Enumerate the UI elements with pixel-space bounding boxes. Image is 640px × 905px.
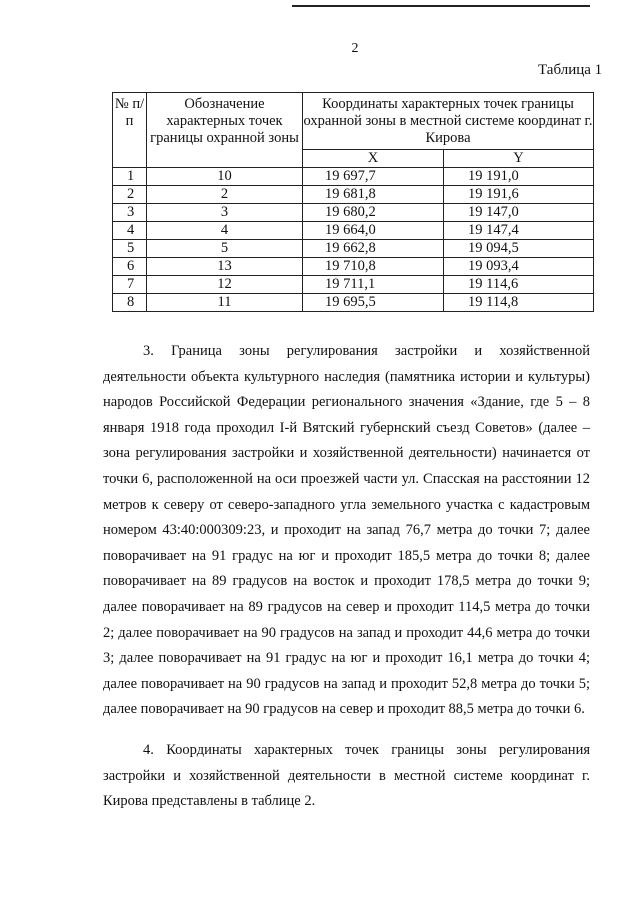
row-y: 19 114,6 [444,276,594,294]
row-num: 7 [113,276,147,294]
header-x: X [303,150,444,168]
row-point: 4 [147,222,303,240]
paragraph-4 [103,738,590,815]
row-num: 4 [113,222,147,240]
row-point: 2 [147,186,303,204]
coordinates-table [112,92,594,312]
table-row [113,186,594,204]
table-row [113,222,594,240]
row-y: 19 191,0 [444,168,594,186]
paragraph-3-text: 3. Граница зоны регулирования застройки и хозяйственной деятельности объекта культурного наследия (памятника истории и культуры) народов Российской Федерации регионального значения «Здание, где 5 – 8 января 1918 года проходил I-й Вятский губернский съезд Советов» (далее – зона регулирования застройки и хозяйственной деятельности) начинается от точки 6, расположенной на оси проезжей части ул. Спасская на расстоянии 12 метров к северу от северо-западного угла земельного участка с кадастровым номером 43:40:000309:23, и проходит на запад 76,7 метра до точки 7; далее поворачивает на 91 градус на юг и проходит 185,5 метра до точки 8; далее поворачивает на 89 градусов на восток и проходит 178,5 метра до точки 9; далее поворачивает на 89 градусов на север и проходит 114,5 метра до точки 2; далее поворачивает на 90 градусов на запад и проходит 44,6 метра до точки 3; далее поворачивает на 91 градус на юг и проходит 16,1 метра до точки 4; далее поворачивает на 90 градусов на запад и проходит 52,8 метра до точки 5; далее поворачивает на 90 градусов на север и проходит 88,5 метра до точки 6. [103,343,590,718]
row-x: 19 697,7 [303,168,444,186]
row-x: 19 711,1 [303,276,444,294]
row-y: 19 147,0 [444,204,594,222]
page-number: 2 [351,41,359,56]
row-num: 5 [113,240,147,258]
row-num: 3 [113,204,147,222]
row-x: 19 664,0 [303,222,444,240]
header-coordinates: Координаты характерных точек границы охранной зоны в местной системе координат г. Кирова [303,93,594,150]
table-body [113,168,594,312]
row-num: 2 [113,186,147,204]
table-row [113,258,594,276]
row-x: 19 662,8 [303,240,444,258]
row-point: 5 [147,240,303,258]
row-point: 12 [147,276,303,294]
row-point: 10 [147,168,303,186]
table-title: Таблица 1 [538,62,603,78]
row-y: 19 094,5 [444,240,594,258]
row-x: 19 680,2 [303,204,444,222]
row-y: 19 093,4 [444,258,594,276]
paragraph-3 [103,339,590,723]
row-x: 19 710,8 [303,258,444,276]
row-x: 19 681,8 [303,186,444,204]
row-x: 19 695,5 [303,294,444,312]
row-y: 19 191,6 [444,186,594,204]
table-row [113,240,594,258]
header-y: Y [444,150,594,168]
row-num: 6 [113,258,147,276]
paragraph-4-text: 4. Координаты характерных точек границы зоны регулирования застройки и хозяйственной деятельности в местной системе координат г. Кирова представлены в таблице 2. [103,742,590,810]
row-point: 11 [147,294,303,312]
table-row [113,276,594,294]
table-row [113,168,594,186]
row-num: 1 [113,168,147,186]
header-rule [292,5,590,7]
header-num: № п/п [113,93,147,168]
row-y: 19 114,8 [444,294,594,312]
row-point: 3 [147,204,303,222]
header-point-name: Обозначение характерных точек границы охранной зоны [147,93,303,168]
row-y: 19 147,4 [444,222,594,240]
row-point: 13 [147,258,303,276]
table-row [113,294,594,312]
table-row [113,204,594,222]
row-num: 8 [113,294,147,312]
